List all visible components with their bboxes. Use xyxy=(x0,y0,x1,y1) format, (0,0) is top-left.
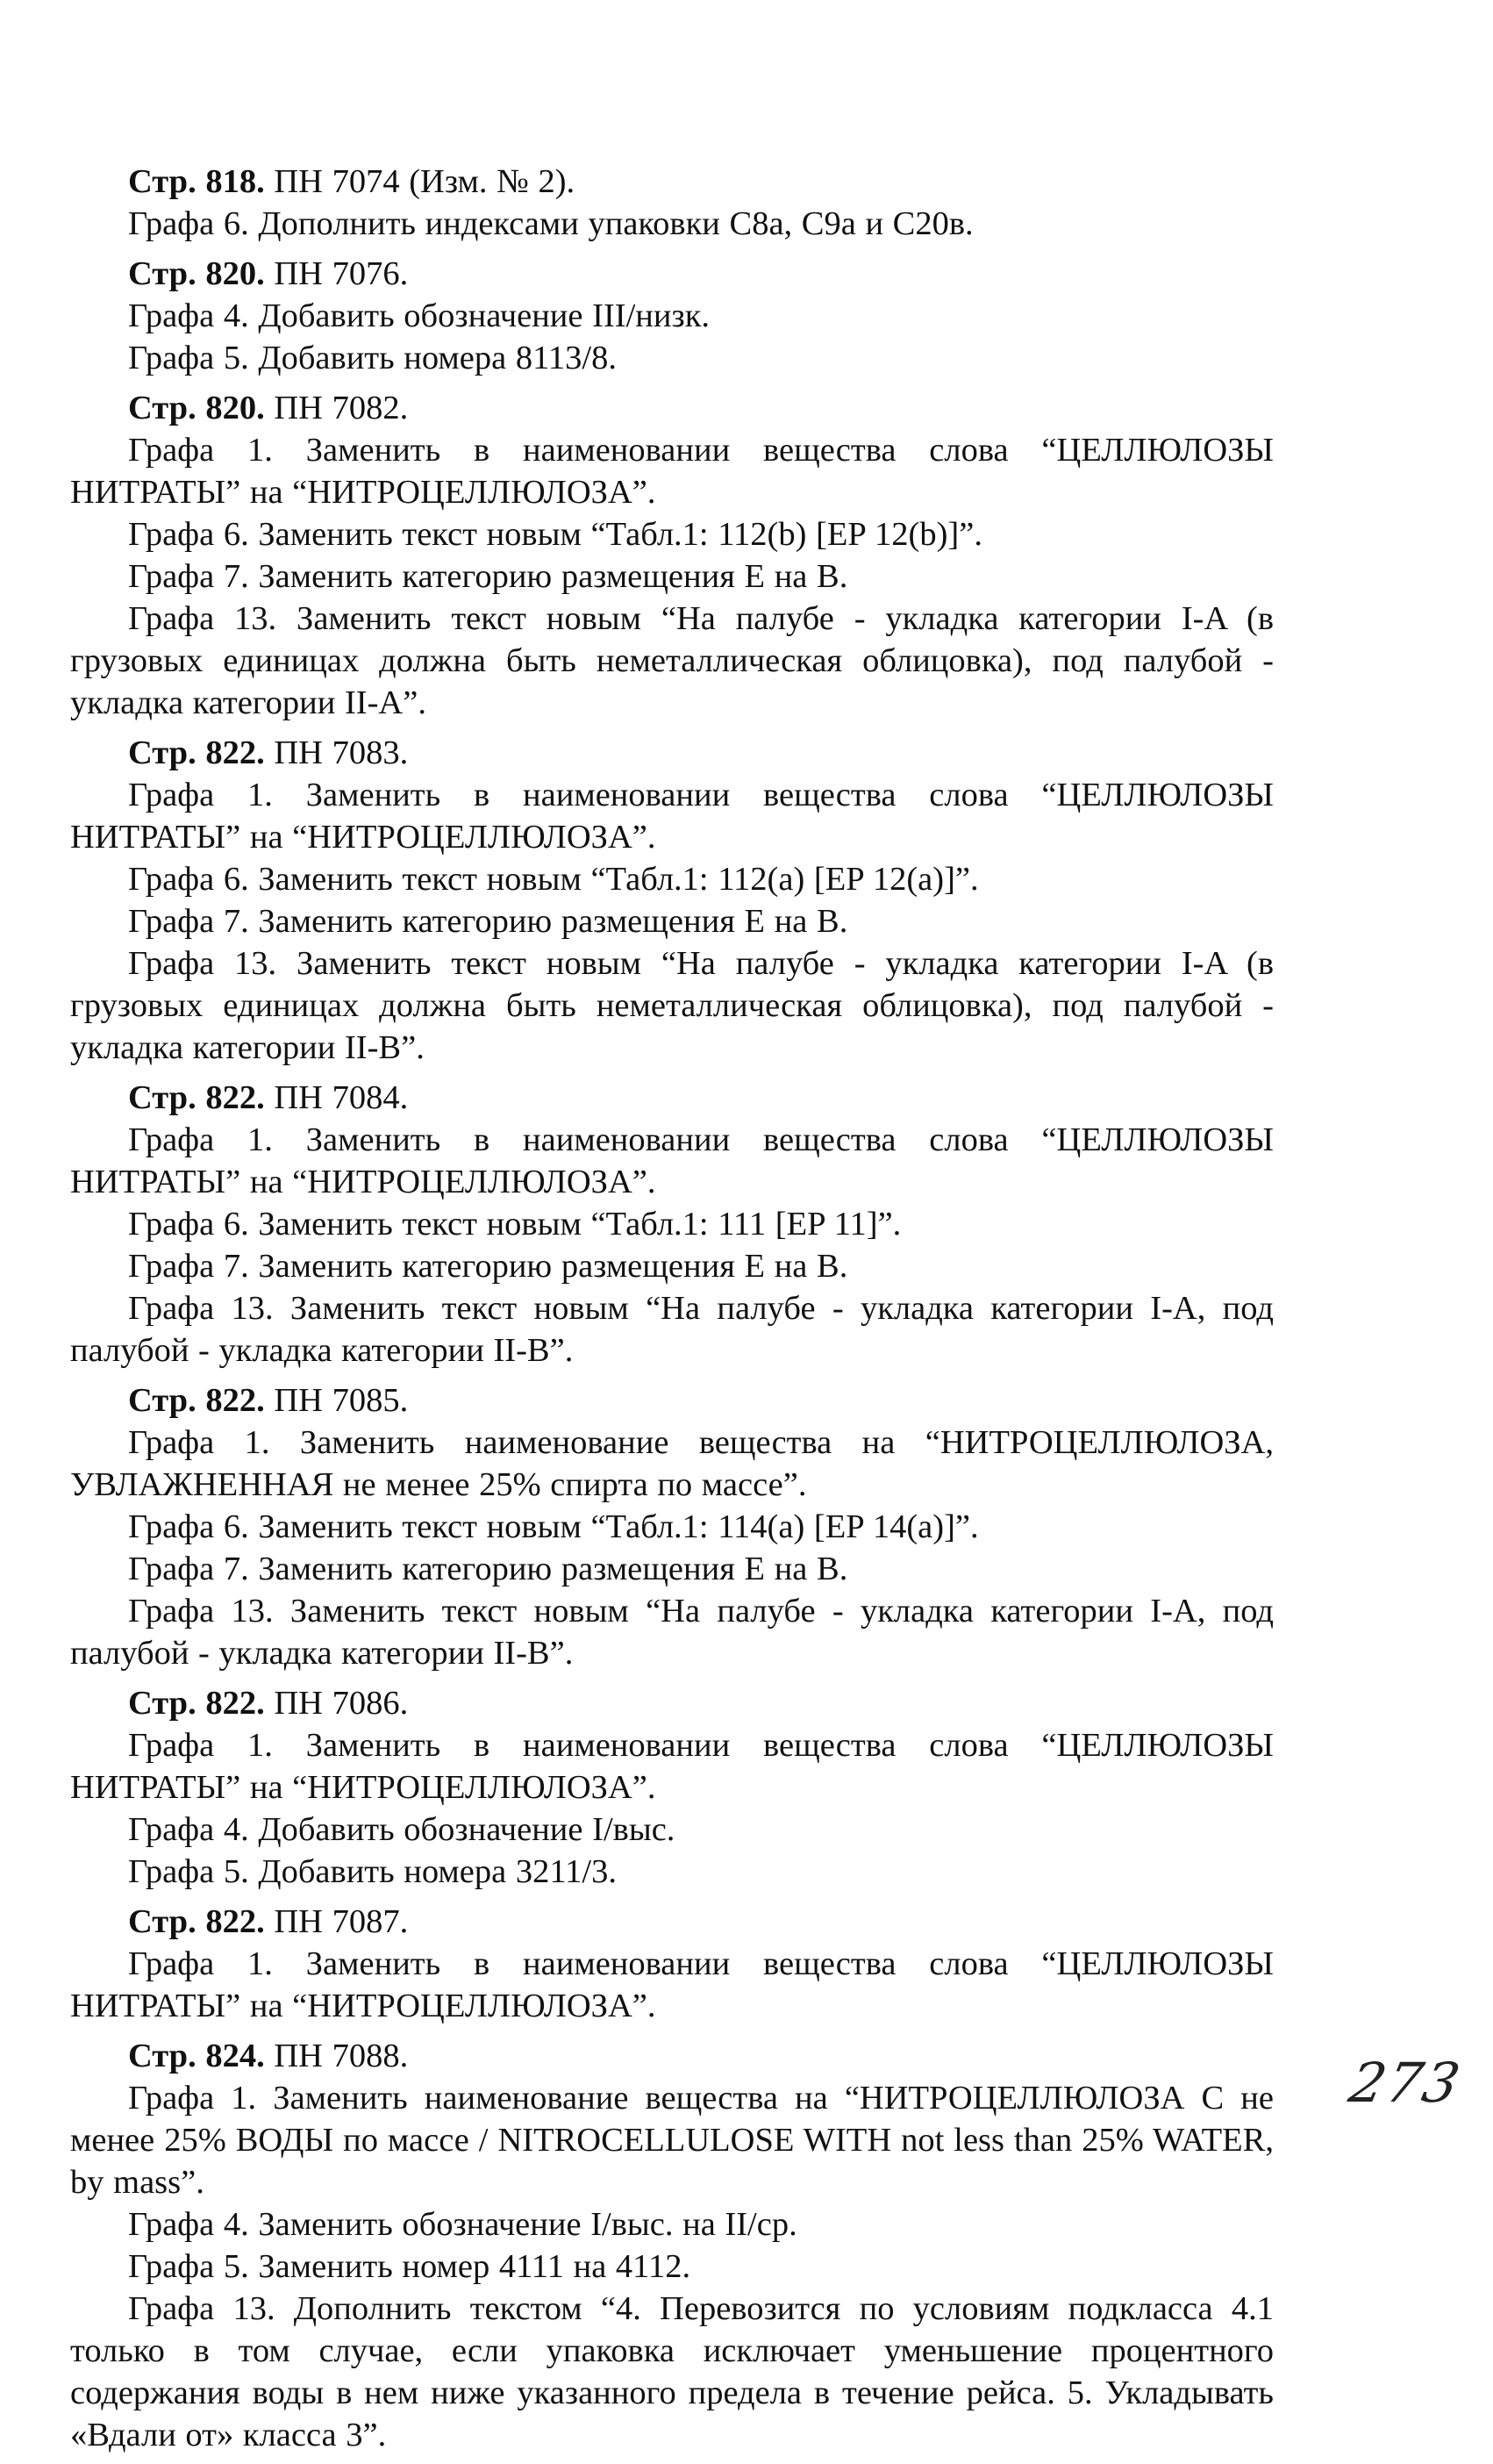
amendment-line: Графа 1. Заменить в наименовании вещества слова “ЦЕЛЛЮЛОЗЫ НИТРАТЫ” на “НИТРОЦЕЛЛЮЛОЗА”. xyxy=(70,432,1274,511)
amendment-line: Графа 6. Заменить текст новым “Табл.1: 112(a) [EP 12(a)]”. xyxy=(128,861,979,898)
item-reference: ПН 7082. xyxy=(274,390,409,426)
page-reference: Стр. 822. xyxy=(128,1382,265,1419)
amendment-line: Графа 13. Заменить текст новым “На палубе - укладка категории I-A (в грузовых единицах должна быть неметаллическая облицовка), под палубой - укладка категории II-A”. xyxy=(70,600,1274,721)
amendment-section xyxy=(70,1901,1274,2027)
section-heading xyxy=(70,1682,1274,1724)
section-heading xyxy=(70,253,1274,295)
amendment-line: Графа 13. Заменить текст новым “На палубе - укладка категории I-A, под палубой - укладка категории II-B”. xyxy=(70,1593,1274,1672)
page-reference: Стр. 822. xyxy=(128,1079,265,1116)
item-reference: ПН 7083. xyxy=(274,734,409,771)
section-heading xyxy=(70,732,1274,774)
amendment-line: Графа 13. Заменить текст новым “На палубе - укладка категории I-A, под палубой - укладка категории II-B”. xyxy=(70,1290,1274,1369)
amendment-line: Графа 1. Заменить в наименовании вещества слова “ЦЕЛЛЮЛОЗЫ НИТРАТЫ” на “НИТРОЦЕЛЛЮЛОЗА”. xyxy=(70,777,1274,856)
item-reference: ПН 7085. xyxy=(274,1382,409,1419)
page-reference: Стр. 818. xyxy=(128,163,265,200)
page-reference: Стр. 820. xyxy=(128,390,265,426)
page-reference: Стр. 824. xyxy=(128,2038,265,2074)
amendment-line: Графа 4. Добавить обозначение I/выс. xyxy=(128,1811,675,1848)
amendment-line: Графа 6. Заменить текст новым “Табл.1: 112(b) [EP 12(b)]”. xyxy=(128,516,982,553)
amendment-section xyxy=(70,732,1274,1069)
amendment-section xyxy=(70,2035,1274,2456)
item-reference: ПН 7084. xyxy=(274,1079,409,1116)
amendment-section xyxy=(70,1077,1274,1372)
amendment-section xyxy=(70,253,1274,379)
amendment-line: Графа 1. Заменить наименование вещества на “НИТРОЦЕЛЛЮЛОЗА, УВЛАЖНЕННАЯ не менее 25% спирта по массе”. xyxy=(70,1424,1274,1503)
amendment-line: Графа 4. Добавить обозначение III/низк. xyxy=(128,297,711,334)
section-heading xyxy=(70,161,1274,203)
amendment-line: Графа 1. Заменить в наименовании вещества слова “ЦЕЛЛЮЛОЗЫ НИТРАТЫ” на “НИТРОЦЕЛЛЮЛОЗА”. xyxy=(70,1945,1274,2024)
amendments-list xyxy=(70,161,1274,2464)
amendment-line: Графа 6. Заменить текст новым “Табл.1: 114(a) [EP 14(a)]”. xyxy=(128,1508,979,1545)
section-heading xyxy=(70,1901,1274,1943)
page-reference: Стр. 822. xyxy=(128,1685,265,1722)
amendment-line: Графа 5. Добавить номера 3211/3. xyxy=(128,1853,617,1890)
page-number: 273 xyxy=(1344,2051,1468,2115)
amendment-section xyxy=(70,1379,1274,1674)
amendment-line: Графа 1. Заменить наименование вещества на “НИТРОЦЕЛЛЮЛОЗА С не менее 25% ВОДЫ по массе / NITROCELLULOSE WITH not less than 25% WATER, by mass”. xyxy=(70,2080,1274,2201)
item-reference: ПН 7076. xyxy=(274,255,409,292)
page-reference: Стр. 822. xyxy=(128,1903,265,1940)
section-heading xyxy=(70,2035,1274,2077)
section-heading xyxy=(70,387,1274,429)
amendment-section xyxy=(70,387,1274,724)
amendment-line: Графа 4. Заменить обозначение I/выс. на II/ср. xyxy=(128,2206,797,2243)
amendment-line: Графа 13. Дополнить текстом “4. Перевозится по условиям подкласса 4.1 только в том случае, если упаковка исключает уменьшение процентного содержания воды в нем ниже указанного предела в течение рейса. 5. Укладывать «Вдали от» класса 3”. xyxy=(70,2290,1274,2453)
section-heading xyxy=(70,1379,1274,1422)
amendment-line: Графа 7. Заменить категорию размещения Е на В. xyxy=(128,1248,848,1285)
item-reference: ПН 7087. xyxy=(274,1903,409,1940)
amendment-line: Графа 6. Дополнить индексами упаковки С8а, С9а и С20в. xyxy=(128,205,974,242)
amendment-line: Графа 7. Заменить категорию размещения Е на В. xyxy=(128,558,848,595)
section-heading xyxy=(70,1077,1274,1119)
amendment-line: Графа 6. Заменить текст новым “Табл.1: 111 [EP 11]”. xyxy=(128,1206,902,1243)
amendment-line: Графа 5. Заменить номер 4111 на 4112. xyxy=(128,2248,691,2285)
amendment-line: Графа 1. Заменить в наименовании вещества слова “ЦЕЛЛЮЛОЗЫ НИТРАТЫ” на “НИТРОЦЕЛЛЮЛОЗА”. xyxy=(70,1727,1274,1806)
amendment-line: Графа 7. Заменить категорию размещения Е на В. xyxy=(128,1551,848,1587)
amendment-section xyxy=(70,1682,1274,1893)
amendment-line: Графа 5. Добавить номера 8113/8. xyxy=(128,340,617,376)
amendment-line: Графа 7. Заменить категорию размещения Е на В. xyxy=(128,903,848,940)
item-reference: ПН 7074 (Изм. № 2). xyxy=(274,163,575,200)
item-reference: ПН 7086. xyxy=(274,1685,409,1722)
page-reference: Стр. 822. xyxy=(128,734,265,771)
amendment-line: Графа 1. Заменить в наименовании вещества слова “ЦЕЛЛЮЛОЗЫ НИТРАТЫ” на “НИТРОЦЕЛЛЮЛОЗА”. xyxy=(70,1121,1274,1200)
page-reference: Стр. 820. xyxy=(128,255,265,292)
item-reference: ПН 7088. xyxy=(274,2038,409,2074)
amendment-line: Графа 13. Заменить текст новым “На палубе - укладка категории I-A (в грузовых единицах должна быть неметаллическая облицовка), под палубой - укладка категории II-B”. xyxy=(70,945,1274,1066)
amendment-section xyxy=(70,161,1274,245)
